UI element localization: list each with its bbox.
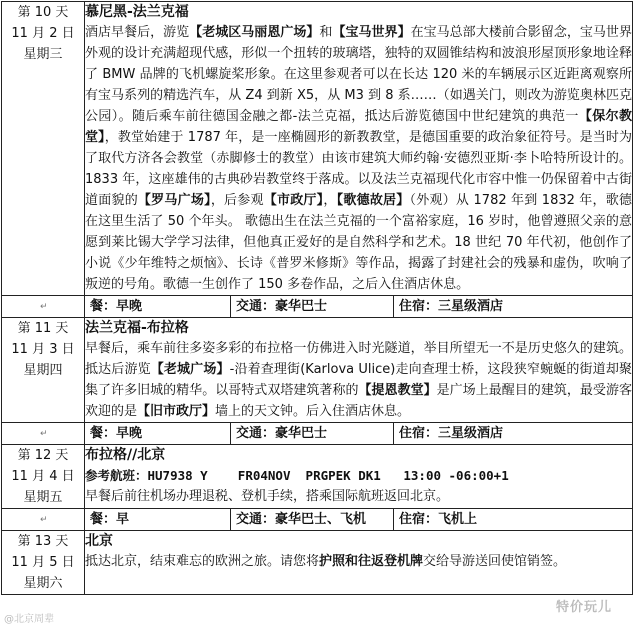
body-text: ，教堂始建于 1787 年，是一座椭圆形的新教教堂，是德国重要的政治象征符号。是当时为了取代方济各会教堂（赤脚修士的教堂）由该市建筑大师约翰·安德烈亚斯·李卜哈特所设计的。1833 年，这座雄伟的古典砂岩教堂终于落成。以及法兰克福现代化市容中惟一仍保留着中古街道面貌的: [85, 130, 632, 208]
day-label-cell: [2, 2, 85, 296]
highlight-text: 【老城区马丽恩广场】: [189, 25, 320, 40]
meta-row: [2, 296, 633, 318]
paragraph-marker: ↵: [40, 514, 48, 525]
body-text: 和: [319, 25, 333, 40]
paragraph-marker: ↵: [40, 301, 48, 312]
day-content-cell: [85, 445, 633, 509]
transport: 交通：豪华巴士: [230, 296, 393, 317]
hotel: 住宿：三星级酒店: [393, 423, 508, 444]
meals: 餐：早: [90, 512, 130, 527]
itinerary-table: [1, 1, 633, 595]
day-row: [2, 531, 633, 595]
transport: 交通：豪华巴士: [230, 423, 393, 444]
day-description: [85, 486, 632, 507]
highlight-text: 【保尔教堂】: [85, 109, 632, 145]
paragraph-marker: ↵: [40, 428, 48, 439]
day-content-cell: [85, 318, 633, 423]
body-text: 交给导游送回使馆销签。: [423, 554, 567, 569]
day-row: [2, 445, 633, 509]
hotel: 住宿：三星级酒店: [393, 296, 508, 317]
body-text: -沿着查理街(Karlova Ulice)走向查理士桥，这段狭窄蜿蜒的街道却聚集了许多旧城的精华。以哥特式双塔建筑著称的: [85, 362, 632, 398]
meta-row: [2, 509, 633, 531]
highlight-text: 【宝马世界】: [332, 25, 411, 40]
hotel: 住宿：飞机上: [393, 509, 482, 530]
meals: 餐：早晚: [90, 426, 143, 441]
marker-cell: [2, 296, 85, 318]
body-text: （外观）从 1782 年到 1832 年，歌德在这里生活了 50 个年头。 歌德出生在法兰克福的一个富裕家庭，16 岁时，他曾遵照父亲的意愿到莱比锡大学学习法律，但他真正爱好的是自然科学和艺术。18 世纪 70 年代初，他创作了小说《少年维特之烦恼》、长诗《普罗米修斯》等作品，揭露了封建社会的残暴和虚伪，吹响了叛逆的号角。歌德一生创作了 150 多卷作品，之后入住酒店休息。: [85, 193, 632, 292]
day-row: [2, 318, 633, 423]
day-date: 11 月 5 日: [11, 555, 75, 570]
day-number: 第 10 天: [17, 5, 69, 20]
highlight-text: 【旧市政厅】: [137, 404, 216, 419]
meta-cell: [85, 296, 633, 318]
highlight-text: 【罗马广场】: [137, 193, 211, 208]
day-row: [2, 2, 633, 296]
day-description: [85, 338, 632, 422]
marker-cell: [2, 509, 85, 531]
flight-info: 参考航班：HU7938 Y FR04NOV PRGPEK DK1 13:00 -06:00+1: [85, 468, 509, 483]
day-content-cell: [85, 531, 633, 595]
day-description: [85, 22, 632, 295]
highlight-text: 【市政厅】: [263, 193, 324, 208]
meta-cell: [85, 509, 633, 531]
marker-cell: [2, 423, 85, 445]
day-date: 11 月 3 日: [11, 342, 75, 357]
day-title: 法兰克福-布拉格: [85, 320, 189, 336]
day-number: 第 12 天: [17, 448, 69, 463]
meals: 餐：早晚: [90, 299, 143, 314]
highlight-text: 【提恩教堂】: [358, 383, 437, 398]
meta-row: [2, 423, 633, 445]
highlight-text: 护照和往返登机牌: [319, 554, 424, 569]
day-label-cell: [2, 445, 85, 509]
day-number: 第 13 天: [17, 534, 69, 549]
day-number: 第 11 天: [17, 321, 69, 336]
day-weekday: 星期三: [23, 47, 63, 62]
day-title: 布拉格//北京: [85, 447, 166, 463]
day-title: 北京: [85, 533, 113, 549]
day-description: [85, 551, 632, 572]
highlight-text: 【老城广场】: [150, 362, 230, 377]
body-text: 早餐后前往机场办理退税、登机手续，搭乘国际航班返回北京。: [85, 489, 450, 504]
body-text: 抵达北京，结束难忘的欧洲之旅。请您将: [85, 554, 320, 569]
body-text: 早餐后，乘车前往多姿多彩的布拉格一仿佛进入时光隧道，举目所望无一不是历史悠久的建筑。抵达后游览: [85, 341, 632, 377]
watermark-source: @北京周辈: [4, 614, 54, 625]
watermark: 特价玩儿: [555, 600, 612, 615]
body-text: ，后参观: [210, 193, 264, 208]
body-text: 酒店早餐后，游览: [85, 25, 190, 40]
body-text: 墙上的天文钟。后入住酒店休息。: [215, 404, 411, 419]
transport: 交通：豪华巴士、飞机: [230, 509, 393, 530]
body-text: 在宝马总部大楼前合影留念，宝马世界外观的设计充满超现代感，形似一个扭转的玻璃塔，独特的双圆锥结构和波浪形屋顶形象地诠释了 BMW 品牌的飞机螺旋桨形象。在这里参观者可以在长达 120 米的车辆展示区近距离观察所有宝马系列的精选汽车，从 Z4 到新 X5，从 M3 到 8 系……（如遇关门，则改为游览奥林匹克公园）。随后乘车前往德国金融之都-法兰克福，抵达后游览德国中世纪建筑的典范一: [85, 25, 632, 124]
day-weekday: 星期四: [23, 363, 63, 378]
day-label-cell: [2, 318, 85, 423]
body-text: ，: [323, 193, 337, 208]
day-date: 11 月 4 日: [11, 469, 75, 484]
day-weekday: 星期六: [23, 576, 63, 591]
day-title: 慕尼黑-法兰克福: [85, 4, 189, 20]
day-label-cell: [2, 531, 85, 595]
body-text: 是广场上最醒目的建筑，最受游客欢迎的是: [85, 383, 632, 419]
day-weekday: 星期五: [23, 490, 63, 505]
meta-cell: [85, 423, 633, 445]
highlight-text: 【歌德故居】: [336, 193, 410, 208]
day-content-cell: [85, 2, 633, 296]
day-date: 11 月 2 日: [11, 26, 75, 41]
